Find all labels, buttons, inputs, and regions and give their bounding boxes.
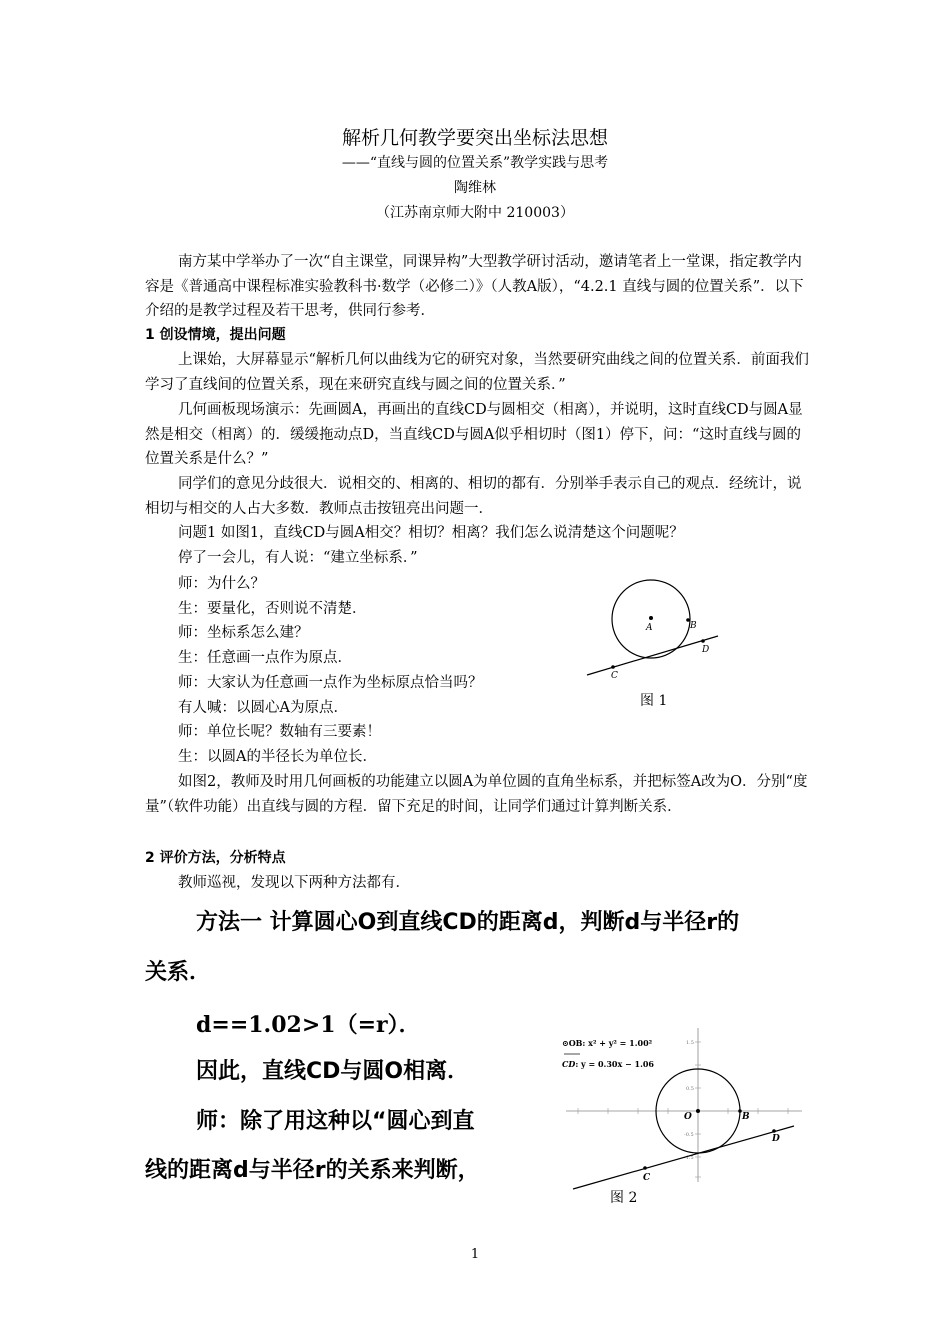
page-number: 1 — [470, 1247, 480, 1262]
point-o — [696, 1109, 700, 1113]
tick-label: -0.5 — [684, 1132, 694, 1138]
label-o: O — [684, 1112, 692, 1122]
dialogue-line: 师：坐标系怎么建？ — [178, 625, 309, 641]
point-d — [701, 639, 705, 643]
page-title: 解析几何教学要突出坐标法思想 — [341, 127, 608, 149]
dialogue-line: 生：以圆A的半径长为单位长． — [178, 749, 377, 765]
point-a — [649, 616, 653, 620]
dialogue-line: 生：任意画一点作为原点． — [178, 650, 352, 666]
label-a: A — [646, 623, 653, 633]
dialogue-line: 生：要量化，否则说不清楚． — [178, 601, 367, 617]
author: 陶维林 — [454, 180, 496, 196]
teacher-remark-line-2: 线的距离d与半径r的关系来判断， — [145, 1158, 480, 1183]
intro-paragraph: 南方某中学举办了一次“自主课堂，同课异构”大型教学研讨活动，邀请笔者上一堂课，指定教学内容是《普通高中课程标准实验教科书·数学（必修二）》（人教A版），“4.2.1 直线与圆的位置关系”．以下介绍的是教学过程及若干思考，供同行参考． — [145, 254, 804, 319]
line-name: CD — [562, 1059, 576, 1069]
section-1-paragraph-4: 如图2，教师及时用几何画板的功能建立以圆A为单位圆的直角坐标系，并把标签A改为O．分别“度量”（软件功能）出直线与圆的方程．留下充足的时间，让同学们通过计算判断关系． — [145, 774, 808, 815]
label-d: D — [772, 1134, 780, 1144]
dialogue-line: 有人喊：以圆心A为原点． — [178, 700, 348, 716]
figure-2 — [558, 1022, 812, 1192]
section-2-paragraph: 教师巡视，发现以下两种方法都有． — [178, 875, 410, 891]
tick-label: 1.5 — [686, 1040, 694, 1046]
section-1-paragraph-3: 同学们的意见分歧很大．说相交的、相离的、相切的都有．分别举手表示自己的观点．经统计，说相切与相交的人占大多数．教师点击按钮亮出问题一． — [145, 476, 802, 517]
tick-label: 0.5 — [686, 1086, 694, 1092]
dialogue-line: 师：单位长呢？数轴有三要素！ — [178, 724, 381, 740]
tick-label: -1.5 — [684, 1155, 694, 1161]
conclusion: 因此，直线CD与圆O相离． — [196, 1059, 470, 1084]
line-cd — [587, 636, 718, 675]
section-1-heading: 1 创设情境，提出问题 — [145, 327, 286, 343]
distance-formula: d==1.02>1（=r）． — [196, 1012, 421, 1038]
question-1: 问题1 如图1，直线CD与圆A相交？相切？相离？我们怎么说清楚这个问题呢？ — [178, 525, 684, 541]
figure-2-caption: 图 2 — [610, 1190, 638, 1206]
point-c — [611, 665, 615, 669]
method-one-line-1: 方法一 计算圆心O到直线CD的距离d，判断d与半径r的 — [196, 910, 740, 935]
label-c: C — [611, 671, 618, 681]
label-b: B — [690, 621, 697, 631]
affiliation: （江苏南京师大附中 210003） — [376, 205, 574, 221]
label-c: C — [643, 1173, 651, 1183]
svg-text:CD: y = 0.30x − 1.06 — [562, 1059, 654, 1069]
section-2-heading: 2 评价方法，分析特点 — [145, 850, 286, 866]
dialogue-line: 师：大家认为任意画一点作为坐标原点恰当吗？ — [178, 675, 483, 691]
label-d: D — [702, 645, 710, 655]
teacher-remark-line-1: 师：除了用这种以“圆心到直 — [196, 1109, 475, 1134]
section-1-paragraph-2: 几何画板现场演示：先画圆A，再画出的直线CD与圆相交（相离），并说明，这时直线CD与圆A显然是相交（相离）的．缓缓拖动点D，当直线CD与圆A似乎相切时（图1）停下，问：“这时直线与圆的位置关系是什么？” — [145, 402, 803, 467]
dialogue-line: 停了一会儿，有人说：“建立坐标系．” — [178, 550, 418, 566]
figure-1-caption: 图 1 — [640, 693, 668, 709]
circle-equation: ⊙OB: x² + y² = 1.00² — [562, 1038, 653, 1048]
dialogue-line: 师：为什么？ — [178, 576, 265, 592]
label-b: B — [742, 1112, 750, 1122]
method-one-line-2: 关系． — [145, 960, 212, 985]
point-c — [643, 1166, 647, 1170]
section-1-paragraph-1: 上课始，大屏幕显示“解析几何以曲线为它的研究对象，当然要研究曲线之间的位置关系．前面我们学习了直线间的位置关系，现在来研究直线与圆之间的位置关系．” — [145, 352, 809, 393]
page-subtitle: ——“直线与圆的位置关系”教学实践与思考 — [341, 155, 609, 171]
point-d — [772, 1129, 776, 1133]
line-equation: : y = 0.30x − 1.06 — [575, 1059, 654, 1069]
